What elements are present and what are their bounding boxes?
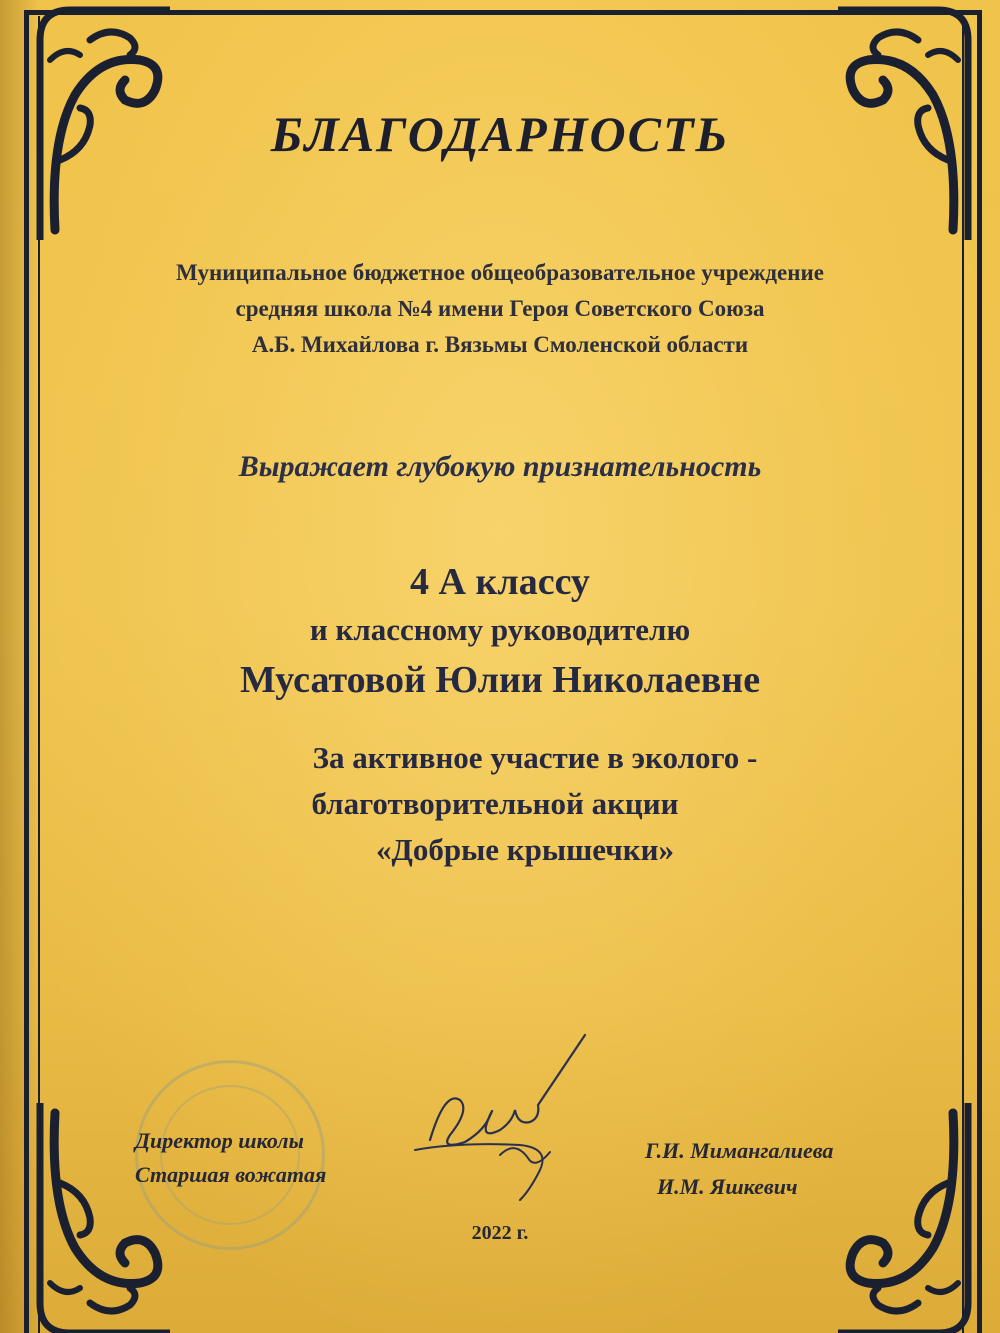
recipient-class: 4 А классу xyxy=(410,561,590,603)
institution-line: Муниципальное бюджетное общеобразовательное учреждение xyxy=(176,260,824,285)
signatory-roles xyxy=(135,1124,326,1192)
certificate-title: БЛАГОДАРНОСТЬ xyxy=(270,106,730,162)
certificate-year: 2022 г. xyxy=(471,1222,529,1244)
corner-ornament-bottom-right xyxy=(828,1093,978,1333)
institution-line: А.Б. Михайлова г. Вязьмы Смоленской области xyxy=(251,332,749,357)
recipient-role: и классному руководителю xyxy=(309,612,691,647)
institution-line: средняя школа №4 имени Героя Советского Союза xyxy=(235,296,765,321)
reason-line: благотворительной акции xyxy=(311,786,679,821)
signatory-role-director: Директор школы xyxy=(135,1128,304,1153)
signatory-name-counselor: И.М. Яшкевич xyxy=(657,1174,798,1199)
handwritten-signature xyxy=(400,1030,600,1210)
signatory-name-director: Г.И. Мимангалиева xyxy=(645,1138,834,1163)
signatory-role-counselor: Старшая вожатая xyxy=(135,1162,327,1187)
institution-name xyxy=(60,255,940,363)
reason-line: За активное участие в эколого - xyxy=(312,740,758,775)
signatory-names xyxy=(645,1133,833,1205)
recipient-name: Мусатовой Юлии Николаевне xyxy=(239,659,761,701)
reason-line: «Добрые крышечки» xyxy=(376,832,674,867)
expresses-gratitude-text: Выражает глубокую признательность xyxy=(238,450,762,483)
award-reason xyxy=(0,735,1000,873)
